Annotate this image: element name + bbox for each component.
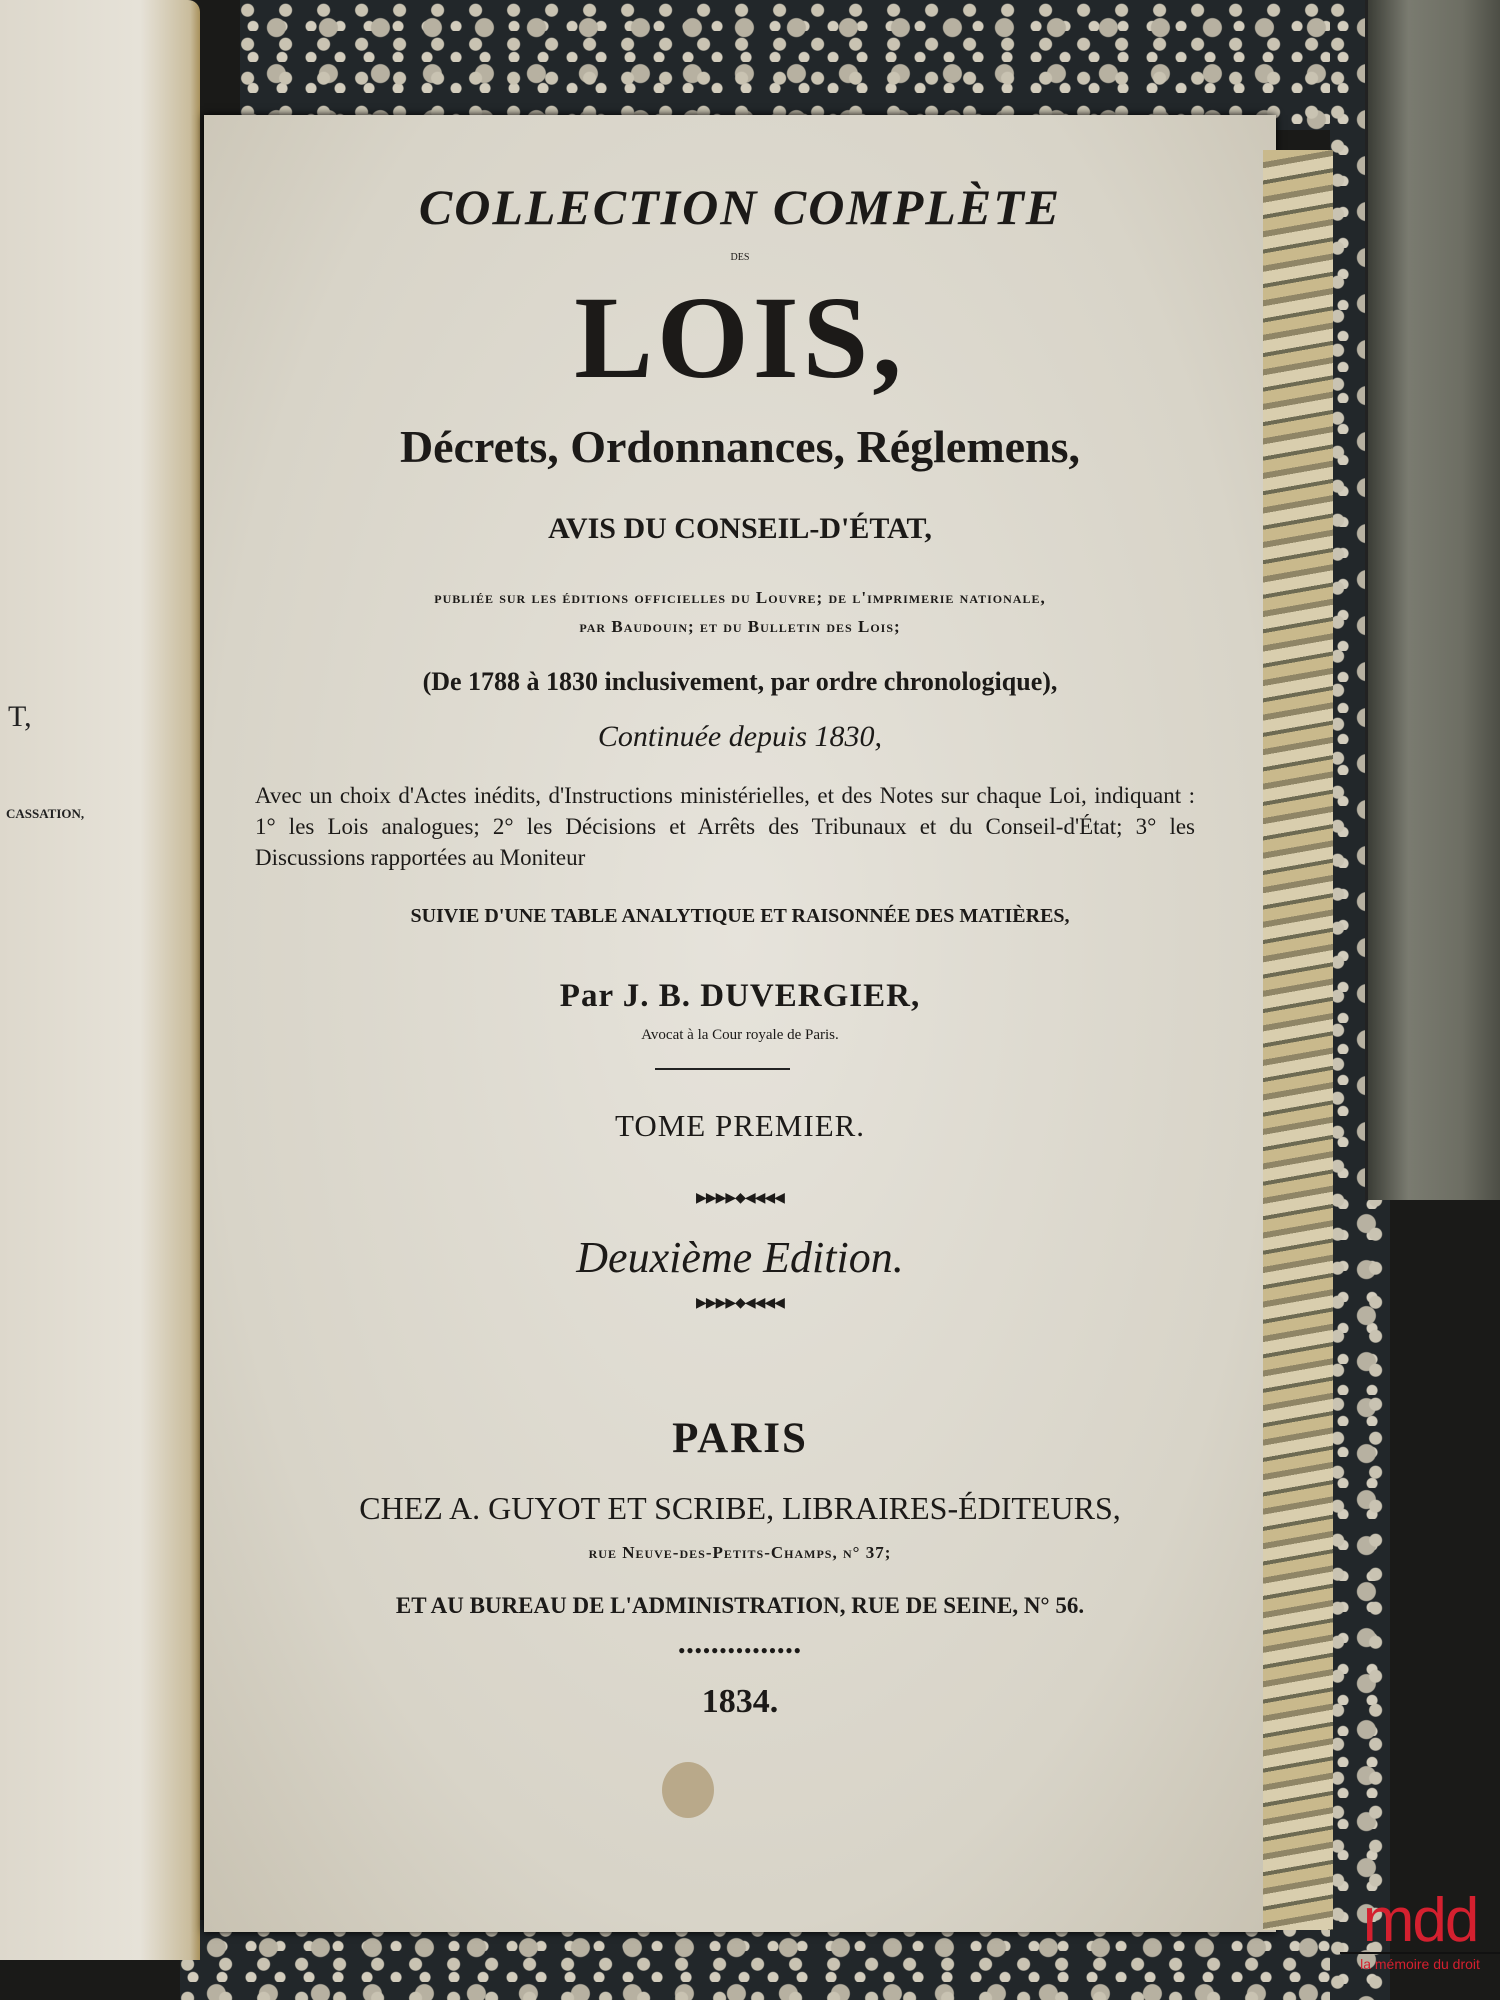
collection-heading: COLLECTION COMPLÈTE — [418, 179, 1062, 235]
avis-heading: AVIS DU CONSEIL-D'ÉTAT, — [548, 512, 932, 545]
author-title: Avocat à la Cour royale de Paris. — [641, 1027, 839, 1043]
library-stamp — [662, 1762, 714, 1818]
edition: Deuxième Edition. — [576, 1233, 904, 1282]
city: PARIS — [672, 1415, 808, 1462]
continuee-line: Continuée depuis 1830, — [597, 720, 883, 753]
publiee-line-2: par Baudouin; et du Bulletin des Lois; — [579, 617, 901, 636]
ornament: ●●●●●●●●●●●●●●● — [678, 1643, 802, 1657]
adjacent-book-spine — [1365, 0, 1500, 1200]
des-label: DES — [730, 252, 750, 263]
suivie-line: SUIVIE D'UNE TABLE ANALYTIQUE ET RAISONNÉE DES MATIÈRES, — [410, 905, 1070, 927]
marbled-cover-bottom — [180, 1920, 1380, 2000]
left-page-fragment: T, — [8, 700, 32, 733]
author: Par J. B. DUVERGIER, — [559, 978, 921, 1014]
avec-paragraph: Avec un choix d'Actes inédits, d'Instructions ministérielles, et des Notes sur chaque Loi, indiquant : 1° les Lois analogues; 2° les Décisions et Arrêts des Tribunaux et du Conseil-d'État; 3° les Discussions rapportées au Moniteur — [255, 783, 1195, 870]
tome: TOME PREMIER. — [614, 1108, 866, 1143]
lois-title: LOIS, — [574, 272, 906, 403]
mdd-watermark-logo — [1340, 1886, 1500, 1972]
year: 1834. — [701, 1683, 779, 1720]
left-page-fragment: CASSATION, — [6, 806, 85, 821]
publisher: CHEZ A. GUYOT ET SCRIBE, LIBRAIRES-ÉDITEURS, — [359, 1490, 1121, 1526]
address: rue Neuve-des-Petits-Champs, n° 37; — [588, 1543, 892, 1562]
ornament: ▶▶▶▶◆◀◀◀◀ — [696, 1296, 784, 1311]
publiee-line-1: publiée sur les éditions officielles du Louvre; de l'imprimerie nationale, — [434, 588, 1046, 607]
logo-tagline: la mémoire du droit — [1340, 1952, 1500, 1972]
subtitle: Décrets, Ordonnances, Réglemens, — [399, 421, 1081, 472]
left-page — [0, 0, 200, 1960]
dates-line: (De 1788 à 1830 inclusivement, par ordre chronologique), — [422, 667, 1058, 696]
marbled-cover-top — [240, 0, 1350, 130]
divider-rule — [655, 1068, 790, 1070]
bureau: ET AU BUREAU DE L'ADMINISTRATION, RUE DE SEINE, N° 56. — [395, 1593, 1085, 1618]
ornament: ▶▶▶▶◆◀◀◀◀ — [696, 1191, 784, 1206]
logo-mark: mdd — [1362, 1886, 1478, 1955]
